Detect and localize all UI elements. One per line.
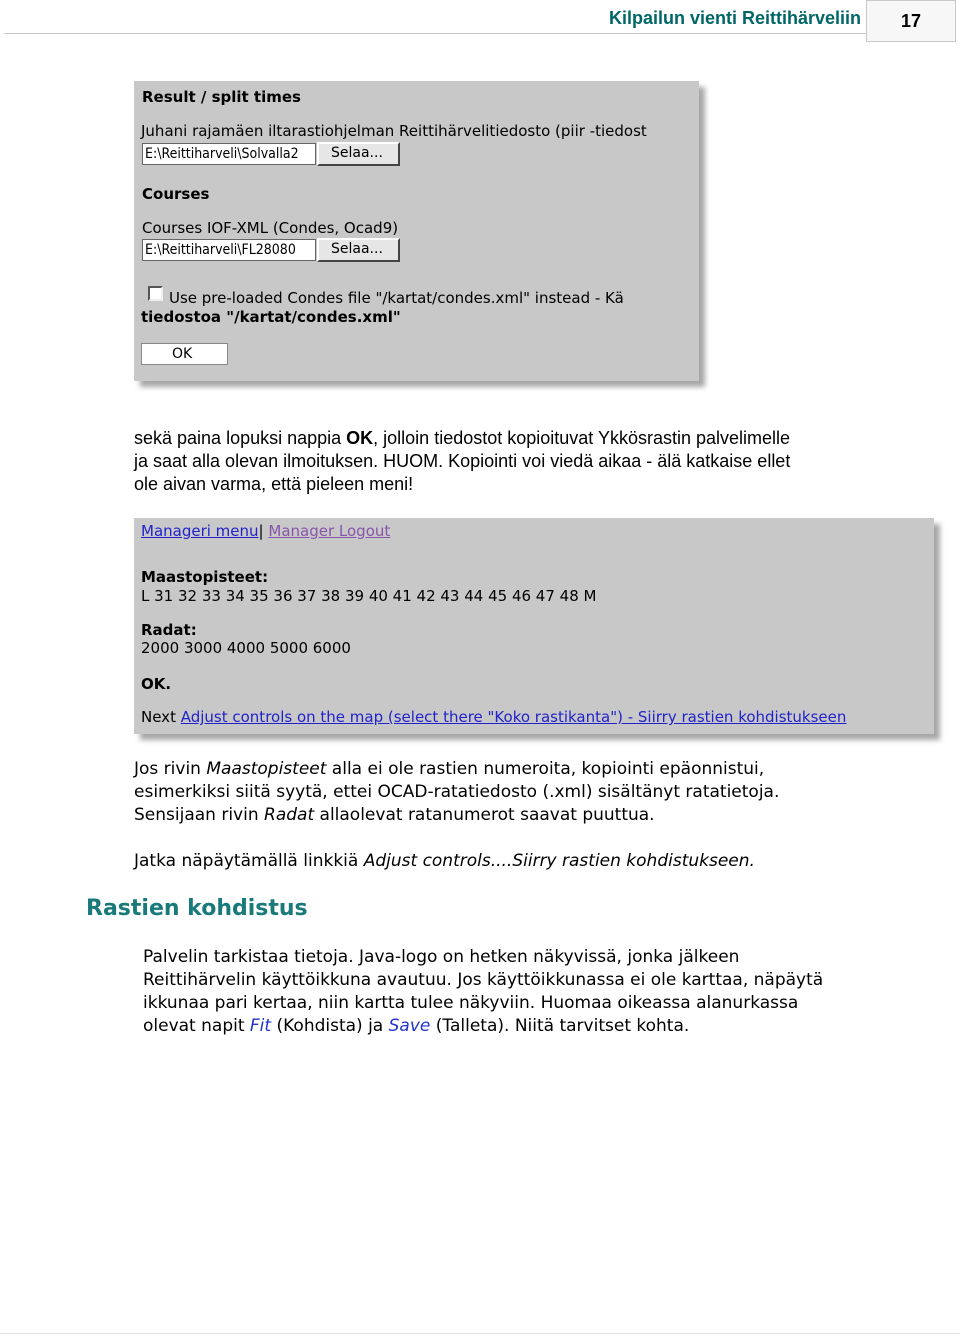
- result-file-input[interactable]: E:\Reittiharveli\Solvalla2: [142, 143, 316, 165]
- header-rule: [4, 33, 866, 34]
- section-heading: Rastien kohdistus: [86, 896, 308, 921]
- instruction-text: , jolloin tiedostot kopioituvat Ykkösrastin palvelimelle: [373, 428, 791, 448]
- explanation-text: alla ei ole rastien numeroita, kopiointi epäonnistui,: [326, 759, 765, 779]
- manager-logout-link[interactable]: Manager Logout: [268, 522, 391, 540]
- maastopisteet-values: L 31 32 33 34 35 36 37 38 39 40 41 42 43 44 45 46 47 48 M: [141, 587, 597, 605]
- footer-rule: [0, 1333, 960, 1334]
- ok-button[interactable]: OK: [141, 343, 228, 365]
- continue-line: [134, 850, 755, 873]
- next-label: Next: [141, 708, 181, 726]
- ok-emphasis: OK: [346, 428, 374, 448]
- explanation-text: Sensijaan rivin: [134, 805, 265, 825]
- page-number: 17: [866, 0, 956, 42]
- manager-links: [141, 522, 390, 540]
- browse-result-button[interactable]: Selaa...: [317, 142, 400, 166]
- instruction-line-1: [134, 427, 790, 450]
- courses-heading: Courses: [142, 185, 210, 203]
- adjust-controls-link[interactable]: Adjust controls on the map (select there "Koko rastikanta") - Siirry rastien kohdistukseen: [180, 708, 847, 726]
- adjust-controls-reference: Adjust controls....Siirry rastien kohdistukseen.: [363, 851, 755, 871]
- section-line-2: Reittihärvelin käyttöikkuna avautuu. Jos käyttöikkunassa ei ole karttaa, näpäytä: [143, 970, 824, 990]
- radat-values: 2000 3000 4000 5000 6000: [141, 639, 351, 657]
- instruction-line-3: ole aivan varma, että pieleen meni!: [134, 474, 414, 494]
- section-text: (Talleta). Niitä tarvitset kohta.: [430, 1016, 690, 1036]
- section-text: olevat napit: [143, 1016, 250, 1036]
- explanation-text: allaolevat ratanumerot saavat puuttua.: [314, 805, 655, 825]
- running-header-title: Kilpailun vienti Reittihärveliin: [608, 8, 861, 28]
- explanation-line-3: [134, 804, 655, 827]
- courses-file-input[interactable]: E:\Reittiharveli\FL28080: [142, 239, 316, 261]
- link-separator: |: [258, 522, 264, 540]
- preload-checkbox[interactable]: [148, 286, 163, 301]
- instruction-text: sekä paina lopuksi nappia: [134, 428, 347, 448]
- maastopisteet-term: Maastopisteet: [206, 759, 327, 779]
- ok-status: OK.: [141, 675, 172, 693]
- maastopisteet-heading: Maastopisteet:: [141, 568, 269, 586]
- radat-heading: Radat:: [141, 621, 197, 639]
- explanation-line-1: [134, 758, 764, 781]
- fit-term: Fit: [249, 1016, 272, 1036]
- section-text: (Kohdista) ja: [271, 1016, 389, 1036]
- courses-file-label: Courses IOF-XML (Condes, Ocad9): [142, 219, 399, 237]
- result-heading: Result / split times: [142, 88, 301, 106]
- radat-term: Radat: [264, 805, 315, 825]
- result-file-label: Juhani rajamäen iltarastiohjelman Reittihärvelitiedosto (piir -tiedost: [141, 122, 647, 140]
- instruction-line-2: ja saat alla olevan ilmoituksen. HUOM. Kopiointi voi viedä aikaa - älä katkaise ellet: [134, 451, 791, 471]
- manager-result-screenshot: [134, 518, 934, 734]
- preload-label-line2: tiedostoa "/kartat/condes.xml": [141, 308, 401, 326]
- explanation-line-2: esimerkiksi siitä syytä, ettei OCAD-ratatiedosto (.xml) sisältänyt ratatietoja.: [134, 782, 780, 802]
- save-term: Save: [388, 1016, 431, 1036]
- manager-menu-link[interactable]: Manageri menu: [141, 522, 259, 540]
- upload-form-screenshot: [134, 81, 699, 381]
- next-line: [141, 708, 846, 726]
- continue-text: Jatka näpäytämällä linkkiä: [134, 851, 364, 871]
- section-line-3: ikkunaa pari kertaa, niin kartta tulee näkyviin. Huomaa oikeassa alanurkassa: [143, 993, 799, 1013]
- section-line-1: Palvelin tarkistaa tietoja. Java-logo on hetken näkyvissä, jonka jälkeen: [143, 947, 740, 967]
- section-line-4: [143, 1015, 689, 1038]
- browse-courses-button[interactable]: Selaa...: [317, 238, 400, 262]
- explanation-text: Jos rivin: [134, 759, 207, 779]
- preload-label-line1: Use pre-loaded Condes file "/kartat/condes.xml" instead - Kä: [169, 289, 624, 307]
